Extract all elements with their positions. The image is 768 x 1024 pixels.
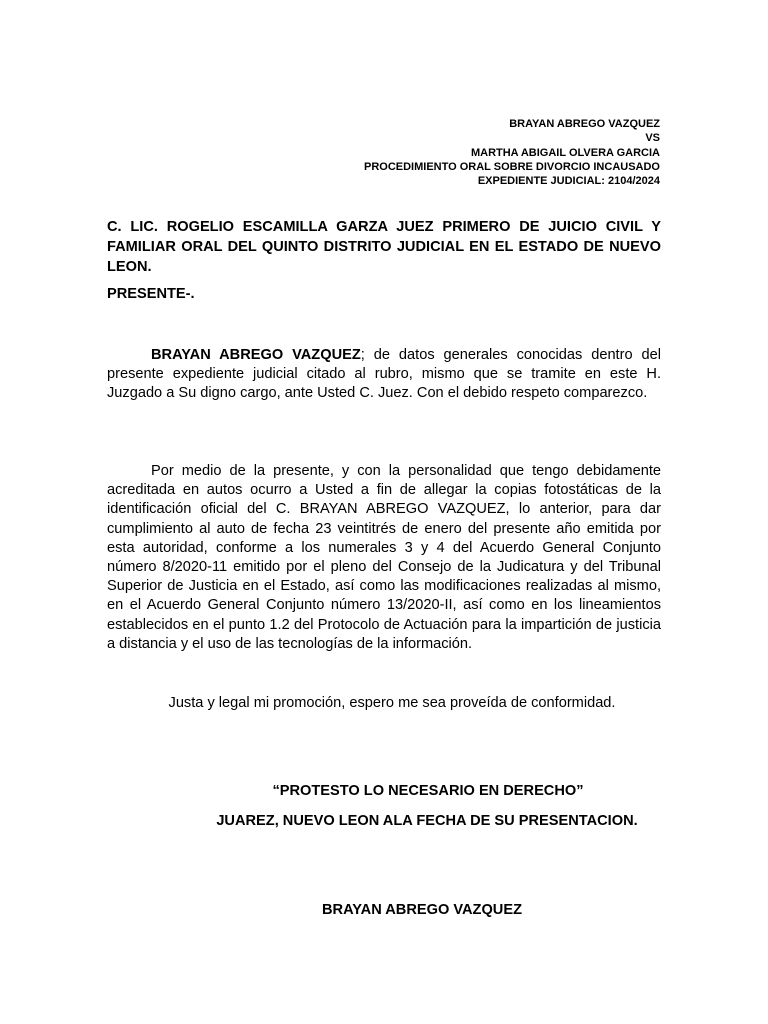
place-date-line: JUAREZ, NUEVO LEON ALA FECHA DE SU PRESENTACION. [216,813,638,829]
defendant-name: MARTHA ABIGAIL OLVERA GARCIA [470,146,660,159]
case-header [364,117,660,188]
protesto-line: “PROTESTO LO NECESARIO EN DERECHO” [272,783,584,799]
presente-label: PRESENTE-. [107,286,195,302]
plaintiff-name: BRAYAN ABREGO VAZQUEZ [509,118,660,130]
intro-paragraph [107,346,661,404]
closing-statement: Justa y legal mi promoción, espero me sea proveída de conformidad. [168,695,616,711]
body-paragraph-text: Por medio de la presente, y con la personalidad que tengo debidamente acreditada en autos ocurro a Usted a fin de allegar la copias fotostáticas de la identificación oficial del C. BRAYAN ABREGO VAZQUEZ, lo anterior, para dar cumplimiento al auto de fecha 23 veintitrés de enero del presente año emitida por esta autoridad, conforme a los numerales 3 y 4 del Acuerdo General Conjunto número 8/2020-11 emitido por el pleno del Consejo de la Judicatura y del Tribunal Superior de Justicia en el Estado, así como las modificaciones realizadas al mismo, en el Acuerdo General Conjunto número 13/2020-II, así como en los lineamientos establecidos en el punto 1.2 del Protocolo de Actuación para la impartición de justicia a distancia y el uso de las tecnologías de la información. [107,463,661,652]
addressee: C. LIC. ROGELIO ESCAMILLA GARZA JUEZ PRIMERO DE JUICIO CIVIL Y FAMILIAR ORAL DEL QUINTO DISTRITO JUDICIAL EN EL ESTADO DE NUEVO LEON. [107,219,661,275]
signature-name: BRAYAN ABREGO VAZQUEZ [321,902,522,918]
versus-label: VS [645,132,660,145]
appearing-party-name: BRAYAN ABREGO VAZQUEZ [151,347,361,363]
intro-paragraph-text: ; de datos generales conocidas dentro del presente expediente judicial citado al rubro, mismo que se tramite en este H. Juzgado a Su digno cargo, ante Usted C. Juez. Con el debido respeto comparezco. [107,347,661,402]
procedure-type: PROCEDIMIENTO ORAL SOBRE DIVORCIO INCAUSADO [363,160,660,173]
body-paragraph [107,462,661,654]
case-number: EXPEDIENTE JUDICIAL: 2104/2024 [477,175,660,188]
